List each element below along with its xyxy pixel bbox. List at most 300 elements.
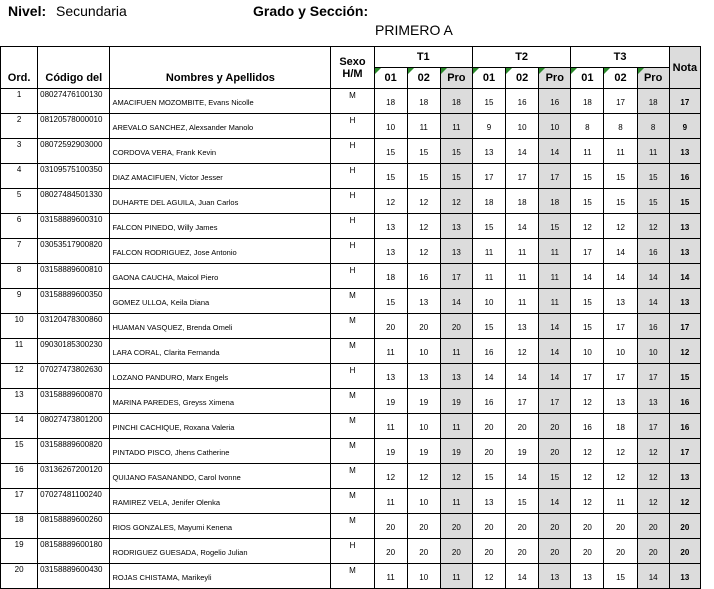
sexo-cell: M	[331, 439, 374, 464]
table-row	[1, 189, 701, 214]
sub-header-t3-01: 01	[571, 68, 604, 89]
table-row	[1, 339, 701, 364]
t1-02-cell: 12	[407, 189, 440, 214]
t1-02-cell: 12	[407, 464, 440, 489]
t2-pro-cell: 10	[539, 114, 571, 139]
codigo-cell: 03120478300860	[38, 314, 110, 339]
nombre-cell: FALCON RODRIGUEZ, Jose Antonio	[110, 239, 331, 264]
t3-01-cell: 18	[571, 89, 604, 114]
nombre-cell: DUHARTE DEL AGUILA, Juan Carlos	[110, 189, 331, 214]
t3-02-cell: 17	[604, 314, 637, 339]
t2-02-cell: 15	[506, 489, 539, 514]
table-row	[1, 139, 701, 164]
t2-01-cell: 20	[472, 414, 505, 439]
ord-cell: 9	[1, 289, 38, 314]
sexo-cell: M	[331, 564, 374, 589]
t3-01-cell: 11	[571, 139, 604, 164]
t2-01-cell: 17	[472, 164, 505, 189]
t2-02-cell: 16	[506, 89, 539, 114]
ord-cell: 20	[1, 564, 38, 589]
nota-cell: 13	[669, 139, 700, 164]
sexo-cell: H	[331, 114, 374, 139]
t2-pro-cell: 14	[539, 314, 571, 339]
t1-02-cell: 10	[407, 414, 440, 439]
t2-pro-cell: 15	[539, 464, 571, 489]
codigo-cell: 07027473802630	[38, 364, 110, 389]
t3-01-cell: 15	[571, 189, 604, 214]
nota-cell: 15	[669, 364, 700, 389]
t1-01-cell: 11	[374, 489, 407, 514]
t1-02-cell: 20	[407, 514, 440, 539]
t3-pro-cell: 15	[637, 189, 669, 214]
sexo-cell: H	[331, 239, 374, 264]
t2-pro-cell: 16	[539, 89, 571, 114]
ord-cell: 18	[1, 514, 38, 539]
sexo-cell: H	[331, 539, 374, 564]
t2-02-cell: 17	[506, 389, 539, 414]
nota-cell: 17	[669, 89, 700, 114]
t2-01-cell: 12	[472, 564, 505, 589]
t2-02-cell: 14	[506, 214, 539, 239]
sexo-cell: H	[331, 364, 374, 389]
t1-02-cell: 16	[407, 264, 440, 289]
sub-header-t1-02: 02	[407, 68, 440, 89]
sub-header-t2-01: 01	[472, 68, 505, 89]
nivel-value: Secundaria	[56, 3, 127, 19]
t3-01-cell: 8	[571, 114, 604, 139]
t1-pro-cell: 12	[440, 189, 472, 214]
t2-02-cell: 13	[506, 314, 539, 339]
t1-01-cell: 13	[374, 214, 407, 239]
nombre-cell: RODRIGUEZ GUESADA, Rogelio Julian	[110, 539, 331, 564]
codigo-cell: 03109575100350	[38, 164, 110, 189]
t3-pro-cell: 12	[637, 489, 669, 514]
nota-cell: 14	[669, 264, 700, 289]
t1-pro-cell: 11	[440, 339, 472, 364]
t1-01-cell: 12	[374, 464, 407, 489]
nombre-cell: QUIJANO FASANANDO, Carol Ivonne	[110, 464, 331, 489]
nombre-cell: GAONA CAUCHA, Maicol Piero	[110, 264, 331, 289]
nombre-cell: RIOS GONZALES, Mayumi Kenena	[110, 514, 331, 539]
t3-pro-cell: 20	[637, 539, 669, 564]
t1-pro-cell: 15	[440, 139, 472, 164]
col-header-codigo: Código del	[38, 47, 110, 89]
t2-pro-cell: 14	[539, 364, 571, 389]
t1-pro-cell: 20	[440, 314, 472, 339]
codigo-cell: 08072592903000	[38, 139, 110, 164]
t2-pro-cell: 14	[539, 339, 571, 364]
table-row	[1, 439, 701, 464]
t2-pro-cell: 11	[539, 289, 571, 314]
t2-01-cell: 16	[472, 339, 505, 364]
table-row	[1, 464, 701, 489]
table-row	[1, 164, 701, 189]
t3-02-cell: 18	[604, 414, 637, 439]
nota-cell: 13	[669, 564, 700, 589]
t1-02-cell: 13	[407, 364, 440, 389]
codigo-cell: 08158889600180	[38, 539, 110, 564]
ord-cell: 16	[1, 464, 38, 489]
t3-02-cell: 15	[604, 189, 637, 214]
nota-cell: 15	[669, 189, 700, 214]
nombre-cell: MARINA PAREDES, Greyss Ximena	[110, 389, 331, 414]
sub-header-t3-pro: Pro	[637, 68, 669, 89]
nota-cell: 12	[669, 339, 700, 364]
t2-pro-cell: 20	[539, 514, 571, 539]
t1-pro-cell: 11	[440, 564, 472, 589]
t1-01-cell: 20	[374, 514, 407, 539]
codigo-cell: 03053517900820	[38, 239, 110, 264]
ord-cell: 12	[1, 364, 38, 389]
t3-pro-cell: 15	[637, 164, 669, 189]
ord-cell: 4	[1, 164, 38, 189]
t3-02-cell: 13	[604, 389, 637, 414]
t1-01-cell: 13	[374, 239, 407, 264]
ord-cell: 1	[1, 89, 38, 114]
nivel-label: Nivel:	[8, 3, 47, 19]
t2-02-cell: 14	[506, 139, 539, 164]
table-row	[1, 289, 701, 314]
t3-pro-cell: 17	[637, 414, 669, 439]
t1-pro-cell: 11	[440, 489, 472, 514]
t3-01-cell: 12	[571, 489, 604, 514]
table-row	[1, 239, 701, 264]
col-header-ord: Ord.	[1, 47, 38, 89]
ord-cell: 2	[1, 114, 38, 139]
t1-01-cell: 19	[374, 439, 407, 464]
t2-pro-cell: 20	[539, 439, 571, 464]
t3-pro-cell: 13	[637, 389, 669, 414]
t2-02-cell: 11	[506, 289, 539, 314]
codigo-cell: 08027484501330	[38, 189, 110, 214]
nombre-cell: CORDOVA VERA, Frank Kevin	[110, 139, 331, 164]
nombre-cell: AREVALO SANCHEZ, Alexsander Manolo	[110, 114, 331, 139]
sexo-cell: H	[331, 139, 374, 164]
t3-02-cell: 8	[604, 114, 637, 139]
t1-02-cell: 11	[407, 114, 440, 139]
t3-01-cell: 12	[571, 389, 604, 414]
codigo-cell: 07027481100240	[38, 489, 110, 514]
t2-02-cell: 14	[506, 464, 539, 489]
nota-cell: 16	[669, 389, 700, 414]
t3-02-cell: 20	[604, 514, 637, 539]
t3-01-cell: 15	[571, 314, 604, 339]
t3-02-cell: 12	[604, 214, 637, 239]
t1-02-cell: 19	[407, 439, 440, 464]
t1-pro-cell: 20	[440, 539, 472, 564]
t2-01-cell: 15	[472, 214, 505, 239]
t2-01-cell: 15	[472, 89, 505, 114]
ord-cell: 19	[1, 539, 38, 564]
nombre-cell: LOZANO PANDURO, Marx Engels	[110, 364, 331, 389]
t1-pro-cell: 17	[440, 264, 472, 289]
nota-cell: 16	[669, 414, 700, 439]
nombre-cell: PINTADO PISCO, Jhens Catherine	[110, 439, 331, 464]
t1-01-cell: 20	[374, 539, 407, 564]
t3-pro-cell: 18	[637, 89, 669, 114]
t1-02-cell: 18	[407, 89, 440, 114]
seccion-value: PRIMERO A	[375, 22, 453, 38]
sexo-cell: H	[331, 214, 374, 239]
codigo-cell: 08027473801200	[38, 414, 110, 439]
sub-header-t1-01: 01	[374, 68, 407, 89]
col-header-t3: T3	[571, 47, 669, 68]
t2-02-cell: 10	[506, 114, 539, 139]
t3-pro-cell: 14	[637, 264, 669, 289]
t2-02-cell: 14	[506, 364, 539, 389]
sexo-cell: H	[331, 264, 374, 289]
ord-cell: 13	[1, 389, 38, 414]
codigo-cell: 03158889600430	[38, 564, 110, 589]
nota-cell: 20	[669, 514, 700, 539]
sexo-cell: M	[331, 89, 374, 114]
t1-02-cell: 10	[407, 339, 440, 364]
t2-01-cell: 10	[472, 289, 505, 314]
t2-pro-cell: 11	[539, 264, 571, 289]
t1-pro-cell: 11	[440, 414, 472, 439]
t2-01-cell: 20	[472, 539, 505, 564]
t2-01-cell: 11	[472, 239, 505, 264]
t3-pro-cell: 16	[637, 239, 669, 264]
nombre-cell: PINCHI CACHIQUE, Roxana Valeria	[110, 414, 331, 439]
sub-header-t2-02: 02	[506, 68, 539, 89]
t3-pro-cell: 20	[637, 514, 669, 539]
t3-02-cell: 20	[604, 539, 637, 564]
codigo-cell: 03158889600870	[38, 389, 110, 414]
t3-01-cell: 20	[571, 539, 604, 564]
col-header-t2: T2	[472, 47, 570, 68]
t3-02-cell: 15	[604, 164, 637, 189]
ord-cell: 14	[1, 414, 38, 439]
t2-pro-cell: 15	[539, 214, 571, 239]
t2-01-cell: 13	[472, 489, 505, 514]
t3-01-cell: 10	[571, 339, 604, 364]
t1-01-cell: 15	[374, 139, 407, 164]
t2-02-cell: 17	[506, 164, 539, 189]
t3-01-cell: 14	[571, 264, 604, 289]
t1-01-cell: 19	[374, 389, 407, 414]
t1-02-cell: 12	[407, 214, 440, 239]
t1-pro-cell: 13	[440, 239, 472, 264]
nota-cell: 16	[669, 164, 700, 189]
t1-01-cell: 13	[374, 364, 407, 389]
sexo-cell: M	[331, 314, 374, 339]
t1-pro-cell: 13	[440, 214, 472, 239]
nombre-cell: GOMEZ ULLOA, Keila Diana	[110, 289, 331, 314]
t1-02-cell: 20	[407, 314, 440, 339]
table-row	[1, 489, 701, 514]
t2-pro-cell: 17	[539, 389, 571, 414]
t3-02-cell: 11	[604, 139, 637, 164]
t1-01-cell: 11	[374, 564, 407, 589]
t1-pro-cell: 14	[440, 289, 472, 314]
codigo-cell: 08120578000010	[38, 114, 110, 139]
codigo-cell: 03158889600350	[38, 289, 110, 314]
nota-cell: 13	[669, 239, 700, 264]
grades-table	[0, 46, 701, 589]
t2-01-cell: 9	[472, 114, 505, 139]
t1-pro-cell: 13	[440, 364, 472, 389]
ord-cell: 7	[1, 239, 38, 264]
codigo-cell: 09030185300230	[38, 339, 110, 364]
t1-pro-cell: 15	[440, 164, 472, 189]
t1-02-cell: 12	[407, 239, 440, 264]
t2-pro-cell: 20	[539, 539, 571, 564]
ord-cell: 8	[1, 264, 38, 289]
t3-02-cell: 17	[604, 364, 637, 389]
t3-pro-cell: 8	[637, 114, 669, 139]
t1-02-cell: 15	[407, 164, 440, 189]
sub-header-t1-pro: Pro	[440, 68, 472, 89]
t2-02-cell: 12	[506, 339, 539, 364]
nota-cell: 13	[669, 464, 700, 489]
codigo-cell: 03136267200120	[38, 464, 110, 489]
t3-pro-cell: 12	[637, 439, 669, 464]
t3-01-cell: 17	[571, 364, 604, 389]
sexo-cell: H	[331, 164, 374, 189]
t2-pro-cell: 17	[539, 164, 571, 189]
t1-pro-cell: 18	[440, 89, 472, 114]
table-row	[1, 514, 701, 539]
col-header-sexo	[331, 47, 374, 89]
nombre-cell: DIAZ AMACIFUEN, Victor Jesser	[110, 164, 331, 189]
t2-01-cell: 15	[472, 314, 505, 339]
t2-02-cell: 20	[506, 514, 539, 539]
ord-cell: 17	[1, 489, 38, 514]
col-header-sexo-line1: Sexo	[339, 55, 366, 68]
t3-02-cell: 14	[604, 239, 637, 264]
sexo-cell: M	[331, 489, 374, 514]
t3-pro-cell: 12	[637, 464, 669, 489]
ord-cell: 5	[1, 189, 38, 214]
t2-02-cell: 19	[506, 439, 539, 464]
sub-header-t3-02: 02	[604, 68, 637, 89]
t1-pro-cell: 19	[440, 439, 472, 464]
ord-cell: 10	[1, 314, 38, 339]
sexo-cell: M	[331, 514, 374, 539]
col-header-t1: T1	[374, 47, 472, 68]
col-header-sexo-line2: H/M	[342, 67, 363, 80]
table-row	[1, 264, 701, 289]
t1-01-cell: 20	[374, 314, 407, 339]
t1-01-cell: 10	[374, 114, 407, 139]
table-row	[1, 114, 701, 139]
t2-pro-cell: 14	[539, 489, 571, 514]
t3-pro-cell: 17	[637, 364, 669, 389]
ord-cell: 6	[1, 214, 38, 239]
nota-cell: 13	[669, 214, 700, 239]
col-header-nota: Nota	[669, 47, 700, 89]
t1-02-cell: 15	[407, 139, 440, 164]
t3-pro-cell: 12	[637, 214, 669, 239]
sexo-cell: M	[331, 389, 374, 414]
grado-seccion-label: Grado y Sección:	[253, 3, 369, 19]
t3-01-cell: 13	[571, 564, 604, 589]
t2-01-cell: 20	[472, 514, 505, 539]
nota-cell: 17	[669, 439, 700, 464]
t2-02-cell: 11	[506, 264, 539, 289]
sexo-cell: M	[331, 339, 374, 364]
t3-02-cell: 11	[604, 489, 637, 514]
t3-pro-cell: 14	[637, 564, 669, 589]
t3-02-cell: 13	[604, 289, 637, 314]
t2-02-cell: 14	[506, 564, 539, 589]
t3-01-cell: 17	[571, 239, 604, 264]
col-header-nombres: Nombres y Apellidos	[110, 47, 331, 89]
nota-cell: 9	[669, 114, 700, 139]
ord-cell: 15	[1, 439, 38, 464]
t1-01-cell: 15	[374, 289, 407, 314]
codigo-cell: 03158889600310	[38, 214, 110, 239]
t1-pro-cell: 12	[440, 464, 472, 489]
t2-02-cell: 20	[506, 414, 539, 439]
t1-01-cell: 18	[374, 264, 407, 289]
t1-02-cell: 19	[407, 389, 440, 414]
nota-cell: 12	[669, 489, 700, 514]
t3-pro-cell: 10	[637, 339, 669, 364]
nombre-cell: ROJAS CHISTAMA, Marikeyli	[110, 564, 331, 589]
t2-pro-cell: 20	[539, 414, 571, 439]
t2-01-cell: 13	[472, 139, 505, 164]
t3-02-cell: 14	[604, 264, 637, 289]
t1-01-cell: 11	[374, 414, 407, 439]
t3-01-cell: 12	[571, 464, 604, 489]
nota-cell: 13	[669, 289, 700, 314]
t1-pro-cell: 11	[440, 114, 472, 139]
t1-01-cell: 12	[374, 189, 407, 214]
t3-02-cell: 12	[604, 464, 637, 489]
nombre-cell: FALCON PINEDO, Willy James	[110, 214, 331, 239]
t3-pro-cell: 11	[637, 139, 669, 164]
t3-02-cell: 12	[604, 439, 637, 464]
codigo-cell: 08158889600260	[38, 514, 110, 539]
t2-pro-cell: 14	[539, 139, 571, 164]
t2-01-cell: 16	[472, 389, 505, 414]
t3-02-cell: 17	[604, 89, 637, 114]
table-row	[1, 414, 701, 439]
t1-02-cell: 13	[407, 289, 440, 314]
t2-01-cell: 15	[472, 464, 505, 489]
t2-02-cell: 11	[506, 239, 539, 264]
t1-02-cell: 20	[407, 539, 440, 564]
table-row	[1, 89, 701, 114]
sexo-cell: M	[331, 289, 374, 314]
sexo-cell: M	[331, 414, 374, 439]
t2-02-cell: 18	[506, 189, 539, 214]
ord-cell: 3	[1, 139, 38, 164]
codigo-cell: 03158889600810	[38, 264, 110, 289]
codigo-cell: 03158889600820	[38, 439, 110, 464]
nombre-cell: LARA CORAL, Clarita Fernanda	[110, 339, 331, 364]
t3-02-cell: 10	[604, 339, 637, 364]
t1-01-cell: 18	[374, 89, 407, 114]
table-row	[1, 364, 701, 389]
t1-02-cell: 10	[407, 489, 440, 514]
t1-02-cell: 10	[407, 564, 440, 589]
t1-01-cell: 11	[374, 339, 407, 364]
table-row	[1, 389, 701, 414]
t2-02-cell: 20	[506, 539, 539, 564]
t3-01-cell: 12	[571, 439, 604, 464]
t3-pro-cell: 14	[637, 289, 669, 314]
t3-01-cell: 20	[571, 514, 604, 539]
table-row	[1, 539, 701, 564]
t1-pro-cell: 19	[440, 389, 472, 414]
sexo-cell: H	[331, 189, 374, 214]
t2-pro-cell: 13	[539, 564, 571, 589]
t3-01-cell: 15	[571, 289, 604, 314]
grades-table-body	[1, 89, 701, 589]
